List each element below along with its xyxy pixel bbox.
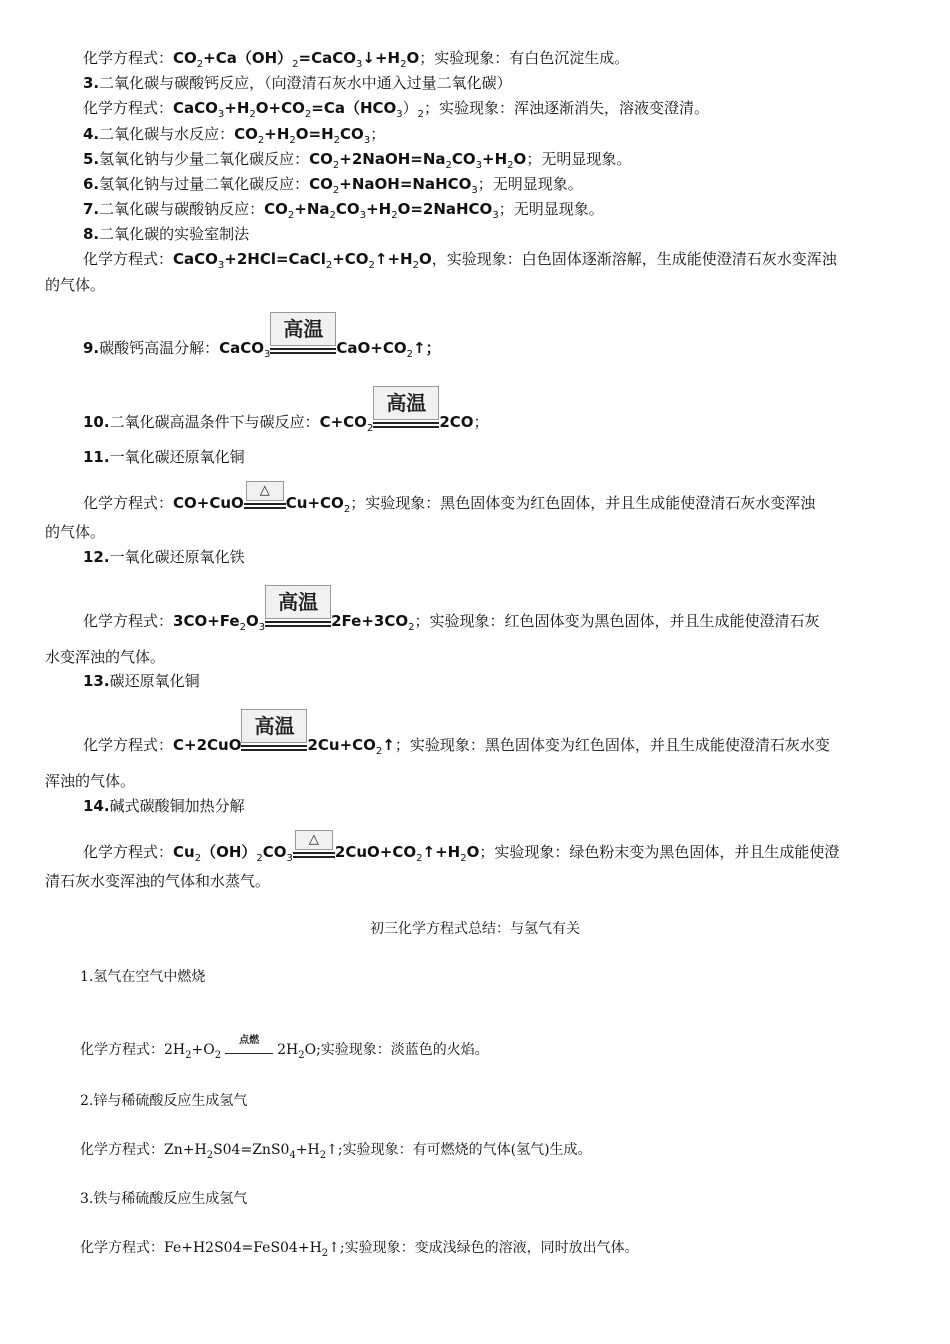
line-text: ；实验现象：绿色粉末变为黑色固体，并且生成能使澄 xyxy=(479,843,840,861)
item-number: 10. xyxy=(83,413,110,431)
formula-text: C+2CuO xyxy=(173,736,242,754)
hydrogen-item-2: 2.锌与稀硫酸反应生成氢气 xyxy=(80,1093,248,1109)
text-line-l23 xyxy=(83,832,840,864)
formula-text: （OH） xyxy=(201,843,257,861)
subscript: 2 xyxy=(368,260,375,271)
subscript: 2 xyxy=(185,1050,192,1061)
subscript: 2 xyxy=(319,1150,327,1161)
reaction-arrow xyxy=(225,1053,273,1054)
formula-text: O=2NaHCO xyxy=(397,200,493,218)
formula-text: 2CO xyxy=(439,413,474,431)
line-text: 氢氧化钠与过量二氧化碳反应： xyxy=(99,175,310,193)
formula-text: Zn+H xyxy=(164,1142,207,1158)
formula-text: ↓+H xyxy=(362,49,401,67)
subscript: 2 xyxy=(332,185,340,196)
formula-text: CaO+CO xyxy=(336,339,407,357)
condition-label: △ xyxy=(246,481,284,501)
equation-prefix: 化学方程式： xyxy=(80,1042,164,1058)
subscript: 3 xyxy=(475,160,483,171)
formula-text: Cu+CO xyxy=(285,494,344,512)
subscript: 2 xyxy=(249,109,256,120)
line-text: 化学方程式： xyxy=(83,49,174,67)
subscript: 3 xyxy=(359,210,367,221)
item-title: 碱式碳酸铜加热分解 xyxy=(109,797,245,815)
line-text: 化学方程式： xyxy=(83,736,174,754)
item-title: 一氧化碳还原氧化铁 xyxy=(109,548,245,566)
subscript: 2 xyxy=(417,109,425,120)
subscript: 4 xyxy=(289,1150,296,1161)
subscript: 2 xyxy=(406,349,414,360)
line-text: ；实验现象：有白色沉淀生成。 xyxy=(419,49,630,67)
item-number: 13. xyxy=(83,672,110,690)
formula-text: CO xyxy=(335,200,360,218)
subscript: 2 xyxy=(343,504,351,515)
subscript: 2 xyxy=(408,622,415,633)
text-line-l18 xyxy=(45,647,165,667)
text-line-l7 xyxy=(83,199,604,219)
subscript: 2 xyxy=(333,135,341,146)
text-line-l22 xyxy=(83,796,245,816)
subscript: 2 xyxy=(391,210,398,221)
formula-text: O xyxy=(419,250,432,268)
formula-text: 2H xyxy=(164,1042,186,1058)
subscript: 2 xyxy=(460,853,467,864)
formula-text: 2H xyxy=(277,1042,299,1058)
line-text: 化学方程式： xyxy=(83,494,174,512)
item-title: 二氧化碳的实验室制法 xyxy=(99,225,250,243)
subscript: 2 xyxy=(206,1150,214,1161)
hydrogen-item-1: 1.氢气在空气中燃烧 xyxy=(80,969,206,985)
hydrogen-equation-2 xyxy=(80,1140,592,1160)
line-text: 化学方程式： xyxy=(83,843,174,861)
reaction-condition-ignite xyxy=(225,1035,273,1060)
line-text: 浑浊的气体。 xyxy=(45,772,136,790)
subscript: 2 xyxy=(256,853,263,864)
subscript: 2 xyxy=(194,853,202,864)
line-text: 二氧化碳与水反应： xyxy=(99,125,235,143)
formula-text: Cu xyxy=(173,843,195,861)
text-line-l24 xyxy=(45,871,270,891)
formula-text: Fe+H2S04=FeS04+H xyxy=(164,1240,322,1256)
formula-text: +O xyxy=(191,1042,215,1058)
subscript: 2 xyxy=(329,210,336,221)
subscript: 2 xyxy=(321,1248,329,1259)
reaction-condition-high-temp xyxy=(265,590,331,631)
formula-text: +CO xyxy=(332,250,369,268)
formula-text: O+CO xyxy=(255,99,305,117)
formula-text: O xyxy=(513,150,527,168)
formula-text: CO xyxy=(340,125,364,143)
subscript: 2 xyxy=(375,746,383,757)
subscript: 2 xyxy=(332,160,340,171)
subscript: 2 xyxy=(292,59,299,70)
subscript: 2 xyxy=(196,59,204,70)
text-line-l17 xyxy=(83,590,820,633)
subscript: 2 xyxy=(325,260,333,271)
subscript: 2 xyxy=(412,260,419,271)
formula-text: CaCO xyxy=(173,250,218,268)
formula-text: =CaCO xyxy=(298,49,357,67)
line-text: ；无明显现象。 xyxy=(498,200,604,218)
item-number: 14. xyxy=(83,797,110,815)
line-text: ） xyxy=(402,99,418,117)
subscript: 2 xyxy=(287,210,295,221)
item-number: 9. xyxy=(83,339,100,357)
formula-text: CO+CuO xyxy=(173,494,244,512)
subscript: 3 xyxy=(258,622,266,633)
reaction-condition-heat xyxy=(244,483,286,513)
line-text: ；实验现象：红色固体变为黑色固体，并且生成能使澄清石灰 xyxy=(414,612,820,630)
line-text: 二氧化碳与碳酸钠反应： xyxy=(99,200,265,218)
formula-text: 2CuO+CO xyxy=(334,843,417,861)
reaction-condition-high-temp xyxy=(270,317,336,358)
text-line-l4 xyxy=(83,124,385,144)
formula-text: ↑+H xyxy=(422,843,461,861)
text-line-l2 xyxy=(83,73,512,93)
hydrogen-equation-3 xyxy=(80,1238,639,1258)
line-text: 的气体。 xyxy=(45,276,106,294)
formula-text: +2NaOH=Na xyxy=(339,150,446,168)
reaction-arrow xyxy=(244,503,286,509)
formula-text: C+CO xyxy=(319,413,367,431)
subscript: 2 xyxy=(257,135,265,146)
subscript: 2 xyxy=(416,853,423,864)
item-number: 7. xyxy=(83,200,100,218)
formula-text: CO xyxy=(309,175,333,193)
item-number: 3. xyxy=(83,74,100,92)
formula-text: +H xyxy=(295,1142,320,1158)
line-text: 化学方程式： xyxy=(83,612,174,630)
hydrogen-item-3: 3.铁与稀硫酸反应生成氢气 xyxy=(80,1191,248,1207)
item-number: 5. xyxy=(83,150,100,168)
formula-text: CO xyxy=(451,150,476,168)
text-line-l3 xyxy=(83,98,709,118)
line-text: ；实验现象：黑色固体变为红色固体，并且生成能使澄清石灰水变 xyxy=(394,736,830,754)
text-line-l10 xyxy=(45,275,105,295)
item-title: 二氧化碳与碳酸钙反应，（向澄清石灰水中通入过量二氧化碳） xyxy=(99,74,512,92)
line-text: ；无明显现象。 xyxy=(477,175,583,193)
subscript: 2 xyxy=(239,622,246,633)
formula-text: ↑+H xyxy=(374,250,413,268)
line-text: 的气体。 xyxy=(45,523,106,541)
subscript: 2 xyxy=(298,1050,305,1061)
formula-text: CO xyxy=(309,150,333,168)
item-title: 一氧化碳还原氧化铜 xyxy=(109,448,245,466)
line-text: ； xyxy=(473,413,489,431)
equation-prefix: 化学方程式： xyxy=(80,1240,164,1256)
item-title: 碳还原氧化铜 xyxy=(109,672,200,690)
phenomenon-text: ↑;实验现象：变成浅绿色的溶液，同时放出气体。 xyxy=(328,1240,639,1256)
reaction-arrow xyxy=(265,621,331,627)
line-text: 二氧化碳高温条件下与碳反应： xyxy=(109,413,320,431)
condition-label: 高温 xyxy=(270,312,336,346)
line-text: ；无明显现象。 xyxy=(526,150,632,168)
text-line-l11 xyxy=(83,317,441,360)
formula-text: CO xyxy=(262,843,287,861)
formula-text: CO xyxy=(264,200,288,218)
line-text: 清石灰水变浑浊的气体和水蒸气。 xyxy=(45,872,271,890)
line-text: ；实验现象：黑色固体变为红色固体，并且生成能使澄清石灰水变浑浊 xyxy=(350,494,816,512)
text-line-l12 xyxy=(83,391,489,434)
line-text: 碳酸钙高温分解： xyxy=(99,339,220,357)
formula-text: +2HCl=CaCl xyxy=(224,250,326,268)
line-text: 化学方程式： xyxy=(83,99,174,117)
condition-label: 点燃 xyxy=(239,1035,260,1046)
text-line-l1 xyxy=(83,48,629,68)
text-line-l16 xyxy=(83,547,245,567)
item-number: 11. xyxy=(83,448,110,466)
item-number: 6. xyxy=(83,175,100,193)
reaction-condition-heat xyxy=(293,832,335,862)
formula-text: CaCO xyxy=(173,99,218,117)
formula-text: O xyxy=(245,612,259,630)
reaction-condition-high-temp xyxy=(373,391,439,432)
condition-label: △ xyxy=(295,830,333,850)
subscript: 2 xyxy=(507,160,514,171)
item-number: 12. xyxy=(83,548,110,566)
subscript: 3 xyxy=(286,853,293,864)
formula-text: +Ca（OH） xyxy=(203,49,293,67)
reaction-arrow xyxy=(293,852,335,858)
condition-label: 高温 xyxy=(241,709,307,743)
line-text: 水变浑浊的气体。 xyxy=(45,648,166,666)
equation-prefix: 化学方程式： xyxy=(80,1142,164,1158)
condition-label: 高温 xyxy=(373,386,439,420)
subscript: 2 xyxy=(400,59,407,70)
text-line-l19 xyxy=(83,671,200,691)
formula-text: =Ca（HCO xyxy=(311,99,397,117)
text-line-l20 xyxy=(83,714,830,757)
text-line-l9 xyxy=(83,249,837,269)
text-line-l6 xyxy=(83,174,583,194)
formula-text: +H xyxy=(264,125,290,143)
formula-text: +H xyxy=(366,200,392,218)
formula-text: +H xyxy=(224,99,250,117)
section-heading: 初三化学方程式总结：与氢气有关 xyxy=(370,921,580,937)
subscript: 2 xyxy=(289,135,296,146)
formula-text: 2Cu+CO xyxy=(307,736,376,754)
formula-text: O xyxy=(466,843,480,861)
subscript: 3 xyxy=(471,185,478,196)
formula-text: +H xyxy=(482,150,508,168)
formula-text: O xyxy=(406,49,420,67)
formula-text: S04=ZnS0 xyxy=(213,1142,290,1158)
formula-text: +Na xyxy=(294,200,330,218)
text-line-l5 xyxy=(83,149,631,169)
reaction-arrow xyxy=(373,422,439,428)
hydrogen-equation-1 xyxy=(80,1035,489,1061)
subscript: 3 xyxy=(264,349,271,360)
phenomenon-text: O;实验现象：淡蓝色的火焰。 xyxy=(304,1042,489,1058)
formula-text: CO xyxy=(234,125,258,143)
reaction-condition-high-temp xyxy=(241,714,307,755)
formula-text: 3CO+Fe xyxy=(173,612,240,630)
subscript: 3 xyxy=(492,210,499,221)
line-text: ，实验现象：白色固体逐渐溶解，生成能使澄清石灰水变浑浊 xyxy=(431,250,837,268)
formula-text: +NaOH=NaHCO xyxy=(339,175,472,193)
condition-label: 高温 xyxy=(265,585,331,619)
formula-text: O=H xyxy=(295,125,334,143)
line-text: 化学方程式： xyxy=(83,250,174,268)
item-number: 4. xyxy=(83,125,100,143)
formula-text: ↑； xyxy=(413,339,441,357)
subscript: 3 xyxy=(217,109,225,120)
subscript: 2 xyxy=(304,109,312,120)
subscript: 3 xyxy=(356,59,363,70)
formula-text: CaCO xyxy=(219,339,265,357)
subscript: 2 xyxy=(366,423,374,434)
reaction-arrow xyxy=(270,348,336,354)
text-line-l14 xyxy=(83,483,816,515)
reaction-arrow xyxy=(241,745,307,751)
text-line-l15 xyxy=(45,522,105,542)
subscript: 3 xyxy=(396,109,403,120)
item-number: 8. xyxy=(83,225,100,243)
line-text: 氢氧化钠与少量二氧化碳反应： xyxy=(99,150,310,168)
formula-text: 2Fe+3CO xyxy=(331,612,409,630)
text-line-l21 xyxy=(45,771,135,791)
subscript: 2 xyxy=(214,1050,222,1061)
line-text: ； xyxy=(370,125,386,143)
subscript: 3 xyxy=(217,260,225,271)
line-text: ；实验现象：浑浊逐渐消失，溶液变澄清。 xyxy=(424,99,710,117)
text-line-l13 xyxy=(83,447,245,467)
subscript: 3 xyxy=(363,135,371,146)
formula-text: CO xyxy=(173,49,197,67)
text-line-l8 xyxy=(83,224,249,244)
formula-text: ↑ xyxy=(382,736,395,754)
phenomenon-text: ↑;实验现象：有可燃烧的气体(氢气)生成。 xyxy=(326,1142,592,1158)
subscript: 2 xyxy=(445,160,452,171)
